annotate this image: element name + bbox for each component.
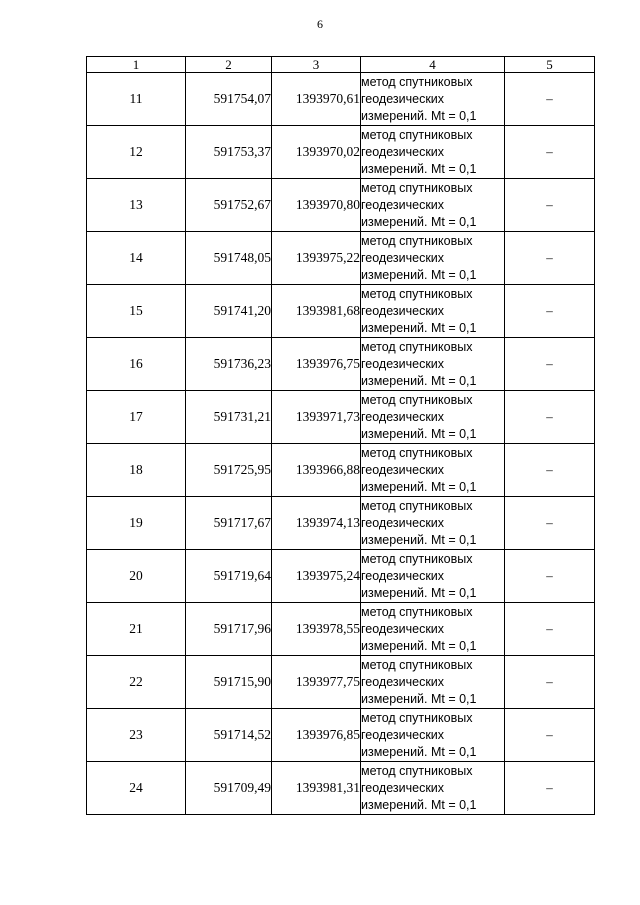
table-row bbox=[87, 338, 595, 391]
point-number-cell: 13 bbox=[87, 179, 186, 232]
method-line: геодезических bbox=[361, 462, 445, 477]
method-line: метод спутниковых bbox=[361, 604, 473, 619]
method-line: метод спутниковых bbox=[361, 445, 473, 460]
table-header bbox=[87, 57, 595, 73]
point-number-cell: 18 bbox=[87, 444, 186, 497]
method-line: метод спутниковых bbox=[361, 710, 473, 725]
method-line: метод спутниковых bbox=[361, 74, 473, 89]
method-line: измерений. Mt = 0,1 bbox=[361, 161, 477, 176]
y-coordinate-cell: 1393970,61 bbox=[272, 73, 361, 126]
y-coordinate-cell: 1393981,31 bbox=[272, 762, 361, 815]
point-number-cell: 17 bbox=[87, 391, 186, 444]
x-coordinate-cell: 591717,96 bbox=[186, 603, 272, 656]
method-line: геодезических bbox=[361, 727, 445, 742]
note-cell: – bbox=[505, 550, 595, 603]
method-cell bbox=[361, 444, 505, 497]
method-line: геодезических bbox=[361, 780, 445, 795]
header-col-5: 5 bbox=[505, 57, 595, 73]
table-row bbox=[87, 444, 595, 497]
x-coordinate-cell: 591748,05 bbox=[186, 232, 272, 285]
y-coordinate-cell: 1393975,22 bbox=[272, 232, 361, 285]
y-coordinate-cell: 1393976,75 bbox=[272, 338, 361, 391]
note-cell: – bbox=[505, 497, 595, 550]
x-coordinate-cell: 591753,37 bbox=[186, 126, 272, 179]
method-cell bbox=[361, 656, 505, 709]
method-line: геодезических bbox=[361, 674, 445, 689]
y-coordinate-cell: 1393970,02 bbox=[272, 126, 361, 179]
table-row bbox=[87, 656, 595, 709]
method-cell bbox=[361, 709, 505, 762]
x-coordinate-cell: 591715,90 bbox=[186, 656, 272, 709]
method-line: геодезических bbox=[361, 91, 445, 106]
method-line: метод спутниковых bbox=[361, 763, 473, 778]
method-line: геодезических bbox=[361, 197, 445, 212]
header-col-4: 4 bbox=[361, 57, 505, 73]
point-number-cell: 12 bbox=[87, 126, 186, 179]
x-coordinate-cell: 591709,49 bbox=[186, 762, 272, 815]
method-cell bbox=[361, 497, 505, 550]
x-coordinate-cell: 591752,67 bbox=[186, 179, 272, 232]
x-coordinate-cell: 591717,67 bbox=[186, 497, 272, 550]
method-cell bbox=[361, 550, 505, 603]
y-coordinate-cell: 1393978,55 bbox=[272, 603, 361, 656]
method-line: метод спутниковых bbox=[361, 233, 473, 248]
table-body bbox=[87, 73, 595, 815]
y-coordinate-cell: 1393975,24 bbox=[272, 550, 361, 603]
table-row bbox=[87, 73, 595, 126]
note-cell: – bbox=[505, 126, 595, 179]
y-coordinate-cell: 1393976,85 bbox=[272, 709, 361, 762]
point-number-cell: 23 bbox=[87, 709, 186, 762]
point-number-cell: 22 bbox=[87, 656, 186, 709]
method-line: измерений. Mt = 0,1 bbox=[361, 638, 477, 653]
method-line: геодезических bbox=[361, 356, 445, 371]
point-number-cell: 20 bbox=[87, 550, 186, 603]
header-col-1: 1 bbox=[87, 57, 186, 73]
method-line: метод спутниковых bbox=[361, 657, 473, 672]
method-line: геодезических bbox=[361, 515, 445, 530]
note-cell: – bbox=[505, 709, 595, 762]
header-col-2: 2 bbox=[186, 57, 272, 73]
x-coordinate-cell: 591714,52 bbox=[186, 709, 272, 762]
note-cell: – bbox=[505, 762, 595, 815]
method-cell bbox=[361, 762, 505, 815]
method-line: метод спутниковых bbox=[361, 127, 473, 142]
method-cell bbox=[361, 126, 505, 179]
method-cell bbox=[361, 232, 505, 285]
method-cell bbox=[361, 603, 505, 656]
point-number-cell: 21 bbox=[87, 603, 186, 656]
note-cell: – bbox=[505, 391, 595, 444]
note-cell: – bbox=[505, 444, 595, 497]
method-line: измерений. Mt = 0,1 bbox=[361, 585, 477, 600]
x-coordinate-cell: 591719,64 bbox=[186, 550, 272, 603]
note-cell: – bbox=[505, 603, 595, 656]
point-number-cell: 16 bbox=[87, 338, 186, 391]
method-line: измерений. Mt = 0,1 bbox=[361, 373, 477, 388]
point-number-cell: 11 bbox=[87, 73, 186, 126]
table-row bbox=[87, 709, 595, 762]
x-coordinate-cell: 591736,23 bbox=[186, 338, 272, 391]
method-cell bbox=[361, 179, 505, 232]
method-line: измерений. Mt = 0,1 bbox=[361, 479, 477, 494]
note-cell: – bbox=[505, 656, 595, 709]
point-number-cell: 19 bbox=[87, 497, 186, 550]
method-line: геодезических bbox=[361, 303, 445, 318]
y-coordinate-cell: 1393981,68 bbox=[272, 285, 361, 338]
method-cell bbox=[361, 73, 505, 126]
method-line: метод спутниковых bbox=[361, 180, 473, 195]
method-line: измерений. Mt = 0,1 bbox=[361, 532, 477, 547]
table-row bbox=[87, 391, 595, 444]
method-line: измерений. Mt = 0,1 bbox=[361, 214, 477, 229]
method-line: измерений. Mt = 0,1 bbox=[361, 426, 477, 441]
method-line: метод спутниковых bbox=[361, 498, 473, 513]
x-coordinate-cell: 591741,20 bbox=[186, 285, 272, 338]
x-coordinate-cell: 591725,95 bbox=[186, 444, 272, 497]
y-coordinate-cell: 1393966,88 bbox=[272, 444, 361, 497]
coordinates-table bbox=[86, 56, 595, 815]
note-cell: – bbox=[505, 338, 595, 391]
method-line: метод спутниковых bbox=[361, 551, 473, 566]
y-coordinate-cell: 1393974,13 bbox=[272, 497, 361, 550]
method-line: геодезических bbox=[361, 144, 445, 159]
y-coordinate-cell: 1393977,75 bbox=[272, 656, 361, 709]
note-cell: – bbox=[505, 285, 595, 338]
note-cell: – bbox=[505, 73, 595, 126]
method-line: метод спутниковых bbox=[361, 392, 473, 407]
x-coordinate-cell: 591754,07 bbox=[186, 73, 272, 126]
method-line: измерений. Mt = 0,1 bbox=[361, 108, 477, 123]
table-row bbox=[87, 762, 595, 815]
page-number: 6 bbox=[317, 17, 323, 31]
method-line: измерений. Mt = 0,1 bbox=[361, 797, 477, 812]
method-line: метод спутниковых bbox=[361, 339, 473, 354]
method-line: геодезических bbox=[361, 568, 445, 583]
header-col-3: 3 bbox=[272, 57, 361, 73]
method-cell bbox=[361, 285, 505, 338]
header-row bbox=[87, 57, 595, 73]
table-row bbox=[87, 497, 595, 550]
point-number-cell: 14 bbox=[87, 232, 186, 285]
table-row bbox=[87, 550, 595, 603]
note-cell: – bbox=[505, 232, 595, 285]
note-cell: – bbox=[505, 179, 595, 232]
method-cell bbox=[361, 338, 505, 391]
method-line: измерений. Mt = 0,1 bbox=[361, 320, 477, 335]
point-number-cell: 15 bbox=[87, 285, 186, 338]
table-row bbox=[87, 179, 595, 232]
method-line: измерений. Mt = 0,1 bbox=[361, 744, 477, 759]
y-coordinate-cell: 1393971,73 bbox=[272, 391, 361, 444]
table-row bbox=[87, 285, 595, 338]
point-number-cell: 24 bbox=[87, 762, 186, 815]
table-row bbox=[87, 232, 595, 285]
table-row bbox=[87, 603, 595, 656]
x-coordinate-cell: 591731,21 bbox=[186, 391, 272, 444]
method-line: измерений. Mt = 0,1 bbox=[361, 691, 477, 706]
method-line: геодезических bbox=[361, 621, 445, 636]
method-cell bbox=[361, 391, 505, 444]
table-row bbox=[87, 126, 595, 179]
method-line: геодезических bbox=[361, 250, 445, 265]
y-coordinate-cell: 1393970,80 bbox=[272, 179, 361, 232]
method-line: метод спутниковых bbox=[361, 286, 473, 301]
method-line: измерений. Mt = 0,1 bbox=[361, 267, 477, 282]
method-line: геодезических bbox=[361, 409, 445, 424]
